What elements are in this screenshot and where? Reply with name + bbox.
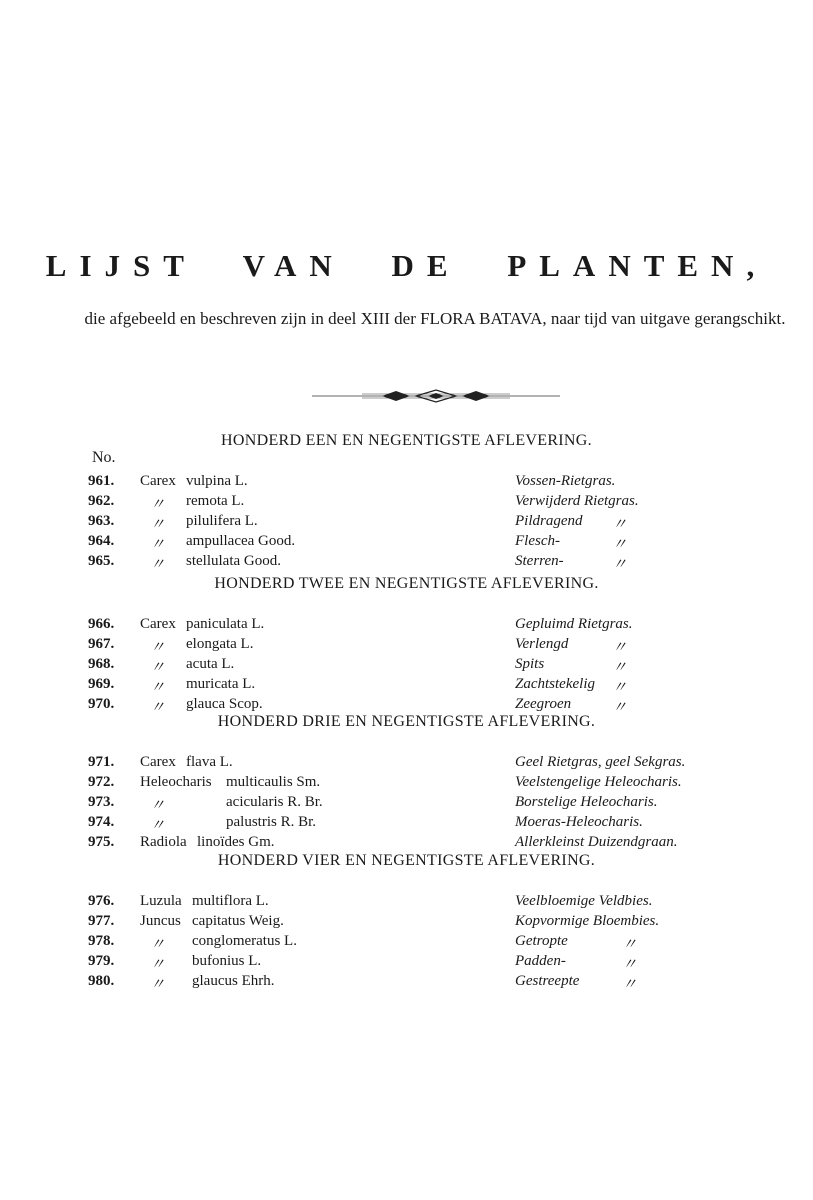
species-name: paniculata L.	[186, 616, 265, 632]
table-row	[0, 834, 813, 854]
table-row	[0, 973, 813, 993]
dutch-name: Geel Rietgras, geel Sekgras.	[515, 754, 686, 770]
table-row	[0, 893, 813, 913]
genus-name: 〃	[150, 517, 166, 533]
species-name: muricata L.	[186, 676, 256, 692]
species-name: acicularis R. Br.	[226, 794, 323, 810]
genus-name: 〃	[150, 640, 166, 656]
table-row	[0, 656, 813, 676]
plant-number: 978.	[88, 933, 115, 949]
species-name: vulpina L.	[186, 473, 248, 489]
section-heading: HONDERD VIER EN NEGENTIGSTE AFLEVERING.	[217, 852, 596, 869]
dutch-name: Padden-	[515, 953, 566, 969]
plant-number: 979.	[88, 953, 115, 969]
table-row	[0, 493, 813, 513]
genus-name: 〃	[150, 497, 166, 513]
dutch-name: Veelbloemige Veldbies.	[515, 893, 653, 909]
genus-name: Luzula	[140, 893, 182, 909]
species-name: ampullacea Good.	[186, 533, 296, 549]
species-name: glaucus Ehrh.	[192, 973, 275, 989]
dutch-name: Pildragend	[515, 513, 583, 529]
genus-name: Heleocharis	[140, 774, 212, 790]
dutch-name: Kopvormige Bloembies.	[515, 913, 660, 929]
plant-number: 971.	[88, 754, 115, 770]
genus-name: Carex	[140, 616, 176, 632]
table-row	[0, 473, 813, 493]
ditto-mark: 〃	[612, 660, 628, 676]
genus-name: 〃	[150, 557, 166, 573]
genus-name: Carex	[140, 473, 176, 489]
species-name: elongata L.	[186, 636, 254, 652]
plant-number: 980.	[88, 973, 115, 989]
table-row	[0, 754, 813, 774]
genus-name: 〃	[150, 660, 166, 676]
section-heading: HONDERD EEN EN NEGENTIGSTE AFLEVERING.	[221, 432, 592, 449]
species-name: stellulata Good.	[186, 553, 281, 569]
genus-name: 〃	[150, 818, 166, 834]
dutch-name: Veelstengelige Heleocharis.	[515, 774, 682, 790]
genus-name: Radiola	[140, 834, 187, 850]
ditto-mark: 〃	[622, 937, 638, 953]
plant-number: 975.	[88, 834, 115, 850]
species-name: glauca Scop.	[186, 696, 263, 712]
section-heading: HONDERD TWEE EN NEGENTIGSTE AFLEVERING.	[214, 575, 599, 592]
dutch-name: Allerkleinst Duizendgraan.	[515, 834, 678, 850]
plant-number: 965.	[88, 553, 115, 569]
plant-number: 961.	[88, 473, 115, 489]
number-column-header: No.	[92, 449, 116, 466]
dutch-name: Gepluimd Rietgras.	[515, 616, 633, 632]
dutch-name: Spits	[515, 656, 545, 672]
plant-number: 964.	[88, 533, 115, 549]
genus-name: 〃	[150, 798, 166, 814]
plant-number: 969.	[88, 676, 115, 692]
genus-name: 〃	[150, 680, 166, 696]
species-name: flava L.	[186, 754, 233, 770]
species-name: multiflora L.	[192, 893, 269, 909]
genus-name: 〃	[150, 937, 166, 953]
dutch-name: Zachtstekelig	[515, 676, 595, 692]
dutch-name: Borstelige Heleocharis.	[515, 794, 658, 810]
table-row	[0, 794, 813, 814]
table-row	[0, 933, 813, 953]
plant-number: 976.	[88, 893, 115, 909]
genus-name: 〃	[150, 957, 166, 973]
plant-number: 968.	[88, 656, 115, 672]
plant-number: 973.	[88, 794, 115, 810]
ornament-divider-icon	[312, 389, 560, 403]
species-name: bufonius L.	[192, 953, 262, 969]
table-row	[0, 553, 813, 573]
dutch-name: Vossen-Rietgras.	[515, 473, 616, 489]
species-name: conglomeratus L.	[192, 933, 297, 949]
species-name: capitatus Weig.	[192, 913, 284, 929]
table-row	[0, 814, 813, 834]
ditto-mark: 〃	[612, 680, 628, 696]
genus-name: Juncus	[140, 913, 181, 929]
table-row	[0, 513, 813, 533]
genus-name: 〃	[150, 537, 166, 553]
plant-number: 967.	[88, 636, 115, 652]
ditto-mark: 〃	[612, 557, 628, 573]
plant-number: 972.	[88, 774, 115, 790]
plant-number: 966.	[88, 616, 115, 632]
dutch-name: Zeegroen	[515, 696, 572, 712]
species-name: linoïdes Gm.	[197, 834, 275, 850]
plant-number: 970.	[88, 696, 115, 712]
dutch-name: Gestreepte	[515, 973, 580, 989]
species-name: pilulifera L.	[186, 513, 258, 529]
ditto-mark: 〃	[612, 517, 628, 533]
dutch-name: Verwijderd Rietgras.	[515, 493, 639, 509]
dutch-name: Flesch-	[515, 533, 560, 549]
page-subtitle: die afgebeeld en beschreven zijn in deel XIII der FLORA BATAVA, naar tijd van uitgave gerangschikt.	[84, 309, 786, 328]
table-row	[0, 636, 813, 656]
plant-number: 963.	[88, 513, 115, 529]
dutch-name: Verlengd	[515, 636, 569, 652]
species-name: acuta L.	[186, 656, 235, 672]
table-row	[0, 676, 813, 696]
table-row	[0, 913, 813, 933]
ditto-mark: 〃	[612, 640, 628, 656]
species-name: palustris R. Br.	[226, 814, 317, 830]
page-title: LIJST VAN DE PLANTEN,	[45, 248, 768, 283]
table-row	[0, 533, 813, 553]
ditto-mark: 〃	[612, 700, 628, 716]
plant-number: 977.	[88, 913, 115, 929]
genus-name: Carex	[140, 754, 176, 770]
dutch-name: Getropte	[515, 933, 568, 949]
genus-name: 〃	[150, 700, 166, 716]
ditto-mark: 〃	[622, 957, 638, 973]
ditto-mark: 〃	[612, 537, 628, 553]
section-heading: HONDERD DRIE EN NEGENTIGSTE AFLEVERING.	[217, 713, 596, 730]
ditto-mark: 〃	[622, 977, 638, 993]
genus-name: 〃	[150, 977, 166, 993]
plant-number: 974.	[88, 814, 115, 830]
plant-number: 962.	[88, 493, 115, 509]
dutch-name: Sterren-	[515, 553, 564, 569]
species-name: remota L.	[186, 493, 245, 509]
species-name: multicaulis Sm.	[226, 774, 321, 790]
table-row	[0, 953, 813, 973]
dutch-name: Moeras-Heleocharis.	[515, 814, 643, 830]
table-row	[0, 616, 813, 636]
table-row	[0, 774, 813, 794]
